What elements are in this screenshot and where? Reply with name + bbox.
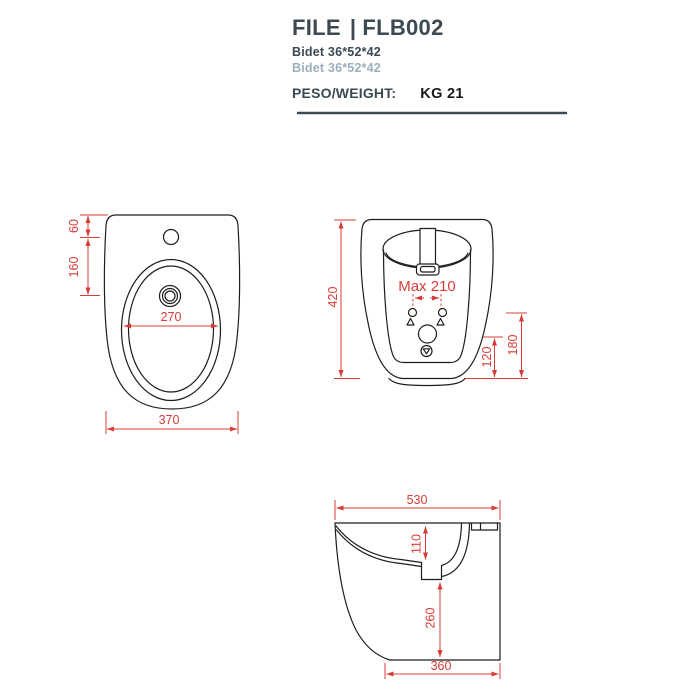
plan-dim-270	[124, 310, 218, 326]
plan-dim-160	[67, 239, 100, 296]
dim-label-420: 420	[326, 286, 340, 308]
title-code: FLB002	[362, 15, 444, 40]
side-dim-530	[335, 493, 500, 520]
side-deck-detail	[472, 523, 498, 530]
front-dim-180	[465, 313, 528, 379]
front-dim-max210	[398, 278, 456, 309]
dim-label-370: 370	[158, 413, 180, 427]
side-front-curve	[335, 523, 390, 660]
plan-basin-outer	[122, 260, 221, 401]
weight-label: PESO/WEIGHT:	[292, 85, 397, 101]
dim-label-120: 120	[480, 346, 494, 368]
plan-basin-inner	[129, 266, 214, 392]
side-view-drawing	[335, 493, 500, 679]
front-supply-holes	[407, 309, 447, 326]
front-dim-120	[480, 337, 503, 377]
title-product: FILE	[292, 15, 341, 40]
title-separator: |	[349, 15, 357, 40]
plan-dim-370	[106, 411, 238, 434]
side-dim-110	[410, 527, 426, 560]
front-mixer-hole	[419, 325, 437, 343]
dim-label-160: 160	[67, 256, 81, 278]
subtitle-secondary: Bidet 36*52*42	[292, 61, 381, 75]
front-drain-symbol	[421, 346, 432, 357]
front-dim-420	[326, 220, 360, 379]
plan-view-drawing	[67, 215, 240, 434]
side-backwall-inner	[442, 523, 462, 566]
dim-label-max210: Max 210	[398, 278, 456, 295]
dim-label-180: 180	[506, 334, 520, 356]
side-dim-360	[385, 659, 500, 679]
front-base-foot	[389, 379, 465, 386]
dim-label-110: 110	[409, 534, 424, 554]
side-backwall-outer	[442, 523, 470, 577]
dim-label-360: 360	[430, 659, 452, 673]
plan-drain	[160, 286, 181, 307]
dim-label-60: 60	[67, 219, 81, 233]
dim-label-260: 260	[423, 607, 438, 629]
plan-dim-60	[67, 215, 108, 238]
side-dim-260	[424, 583, 441, 658]
side-drain-box	[422, 563, 442, 580]
dim-label-270: 270	[160, 310, 182, 324]
front-faucet-tab	[417, 229, 440, 276]
plan-faucet-hole	[164, 230, 179, 245]
dim-label-530: 530	[406, 493, 428, 507]
subtitle-primary: Bidet 36*52*42	[292, 45, 381, 59]
front-view-drawing	[326, 220, 528, 386]
weight-value: KG 21	[420, 86, 464, 102]
